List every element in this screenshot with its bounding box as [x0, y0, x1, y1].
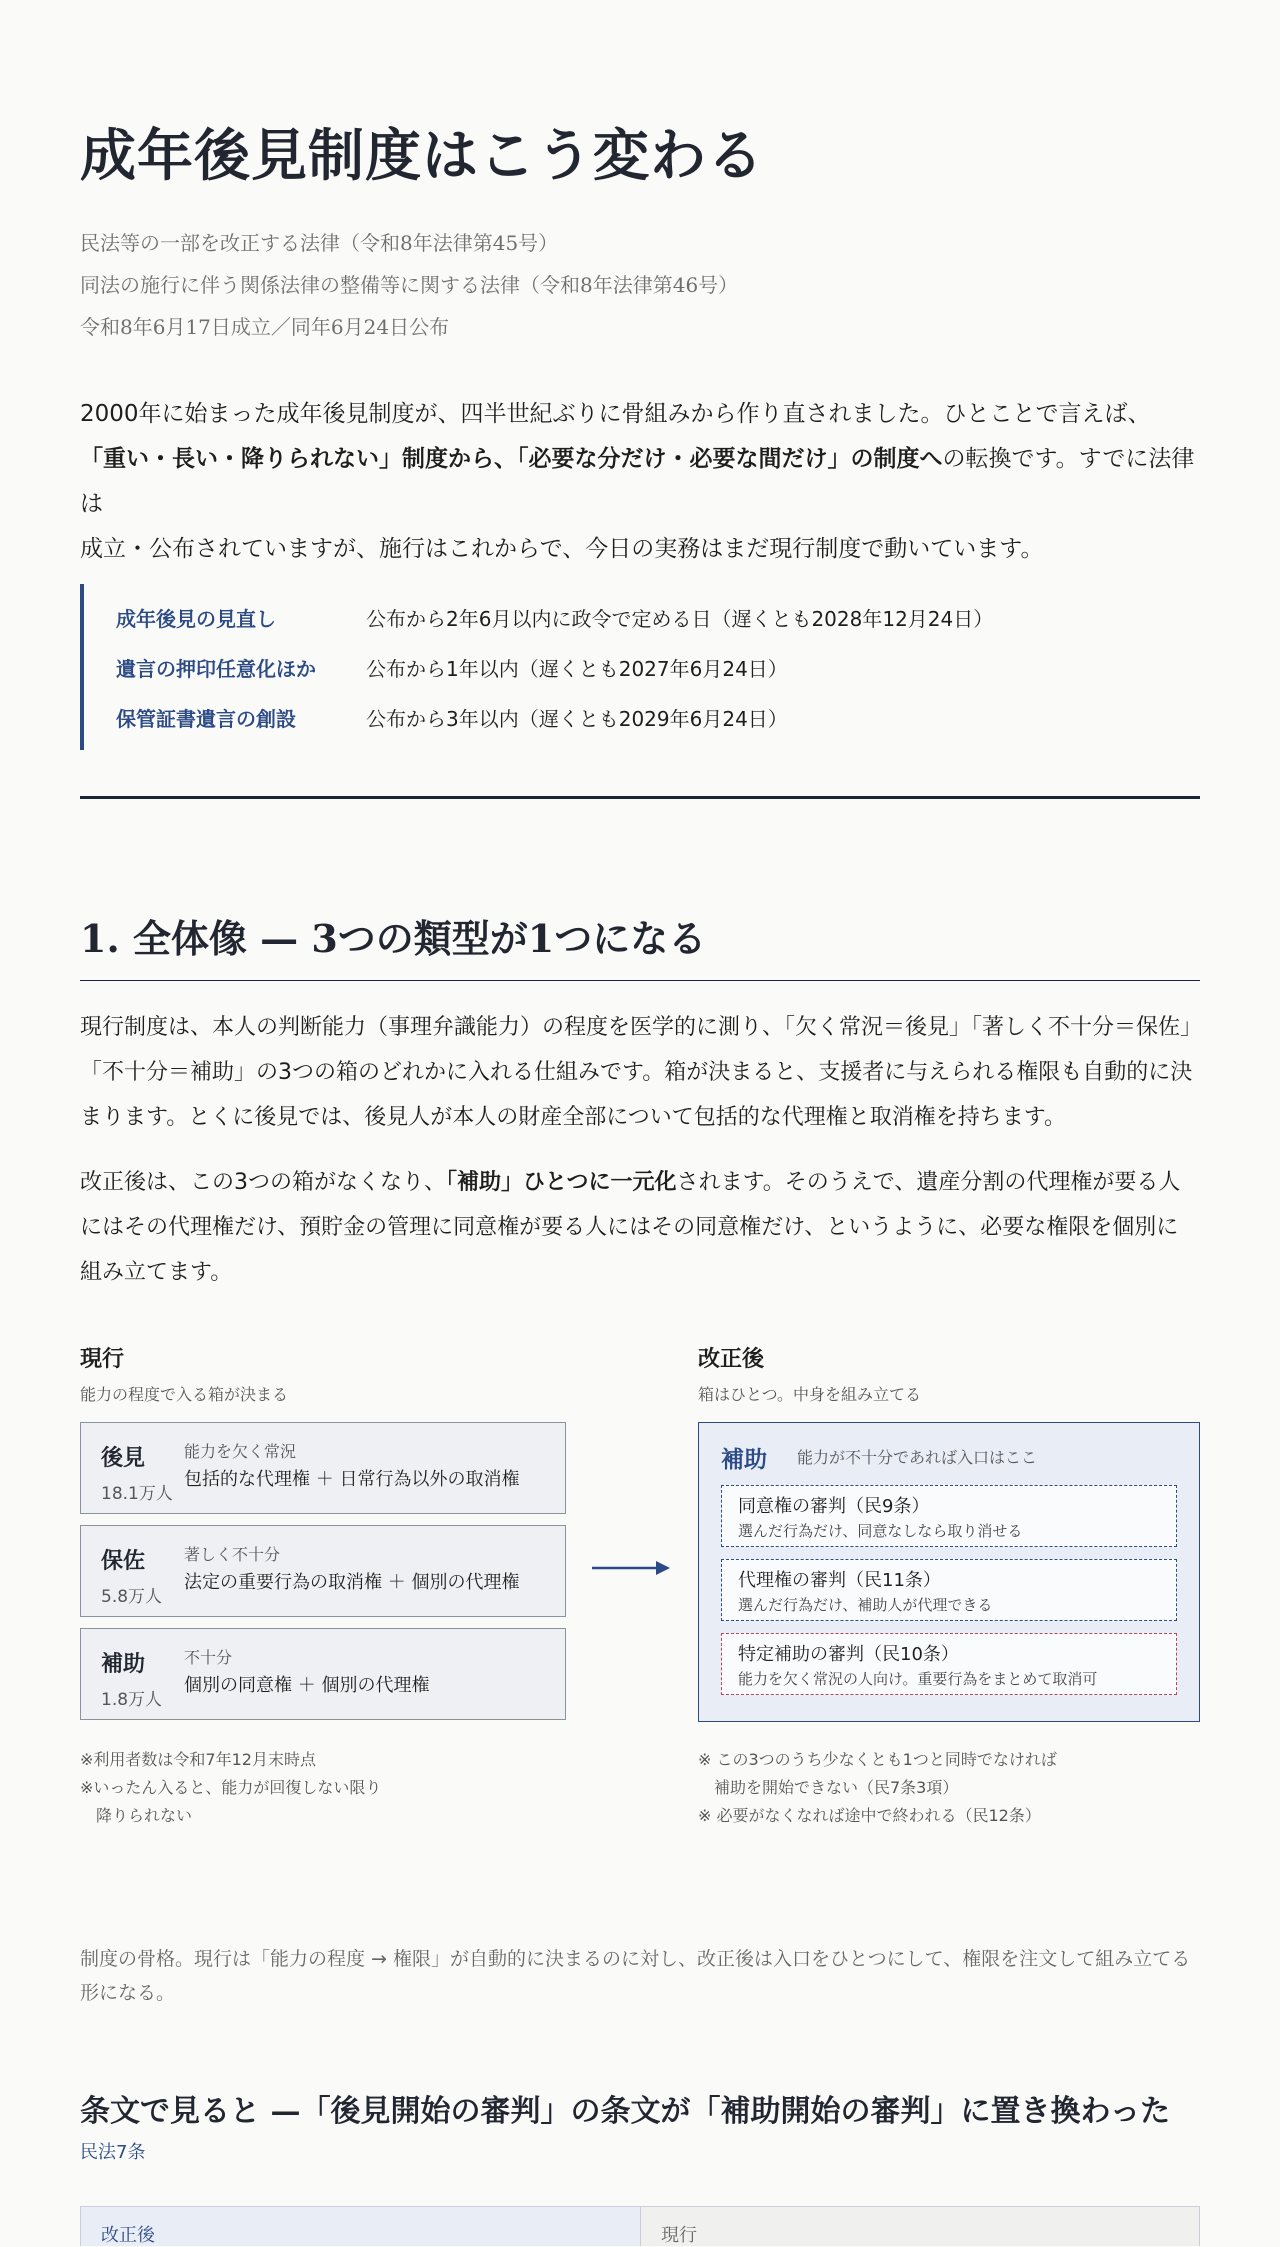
article-heading: 条文で見ると —「後見開始の審判」の条文が「補助開始の審判」に置き換わった	[80, 2094, 1171, 2129]
date-label: 保管証書遺言の創設	[116, 706, 296, 731]
diagram-caption: 制度の骨格。現行は「能力の程度 → 権限」が自動的に決まるのに対し、改正後は入口をひとつにして、権限を注文して組み立てる形になる。	[80, 1948, 1191, 2004]
category-caption: 能力を欠く常況	[184, 1442, 297, 1461]
lead-emphasis: 「重い・長い・降りられない」制度から、「必要な分だけ・必要な間だけ」の制度へ	[80, 446, 943, 472]
paragraph-text: されます。そのうえで、遺産分割の代理権が要る人にはその代理権だけ、預貯金の管理に同意権が要る人にはその同意権だけ、というように、必要な権限を個別に組み立てます。	[80, 1170, 1181, 1285]
category-caption: 著しく不十分	[184, 1545, 281, 1564]
sub-judgment-title: 特定補助の審判（民10条）	[738, 1644, 959, 1665]
revised-hojo-box	[698, 1422, 1200, 1722]
category-count: 5.8万人	[101, 1587, 163, 1607]
current-column-title: 現行	[80, 1346, 125, 1372]
law-date-line: 令和8年6月17日成立／同年6月24日公布	[80, 315, 450, 339]
paragraph-emphasis: 「補助」ひとつに一元化	[446, 1170, 677, 1195]
divider	[80, 796, 1200, 799]
date-label: 遺言の押印任意化ほか	[116, 656, 316, 681]
law-line: 民法等の一部を改正する法律（令和8年法律第45号）	[80, 231, 559, 255]
revised-box-caption: 能力が不十分であれば入口はここ	[797, 1448, 1038, 1467]
law-line: 同法の施行に伴う関係法律の整備等に関する法律（令和8年法律第46号）	[80, 273, 739, 297]
date-row	[116, 692, 1200, 742]
category-name: 後見	[101, 1445, 146, 1471]
sub-judgment-special	[721, 1633, 1177, 1695]
sub-judgment-title: 代理権の審判（民11条）	[738, 1570, 941, 1591]
revised-column-title: 改正後	[698, 1346, 765, 1372]
category-caption: 不十分	[184, 1648, 233, 1667]
revised-notes	[698, 1746, 1057, 1830]
note-line: ※利用者数は令和7年12月末時点	[80, 1750, 316, 1769]
category-box-kouken	[80, 1422, 566, 1514]
sub-judgment-title: 同意権の審判（民9条）	[738, 1496, 930, 1517]
category-powers: 包括的な代理権 ＋ 日常行為以外の取消権	[184, 1469, 520, 1490]
section-paragraph	[80, 1160, 1200, 1295]
effective-dates	[80, 584, 1200, 750]
category-powers: 法定の重要行為の取消権 ＋ 個別の代理権	[184, 1572, 520, 1593]
note-line: 降りられない	[80, 1806, 193, 1825]
category-powers: 個別の同意権 ＋ 個別の代理権	[184, 1675, 430, 1696]
section-paragraph: 現行制度は、本人の判断能力（事理弁識能力）の程度を医学的に測り、「欠く常況＝後見」「著しく不十分＝保佐」「不十分＝補助」の3つの箱のどれかに入れる仕組みです。箱が決まると、支援者に与えられる権限も自動的に決まります。とくに後見では、後見人が本人の財産全部について包括的な代理権と取消権を持ちます。	[80, 1015, 1193, 1130]
category-box-hosa	[80, 1525, 566, 1617]
category-count: 1.8万人	[101, 1690, 163, 1710]
note-line: ※ この3つのうち少なくとも1つと同時でなければ	[698, 1750, 1057, 1769]
lead-text: の転換です。すでに法律は	[80, 446, 1195, 517]
section-underline	[80, 980, 1200, 981]
date-value: 公布から1年以内（遅くとも2027年6月24日）	[366, 656, 788, 681]
category-name: 保佐	[101, 1548, 146, 1574]
sub-judgment-desc: 選んだ行為だけ、同意なしなら取り消せる	[738, 1522, 1023, 1540]
current-notes	[80, 1746, 381, 1830]
arrow-right-icon	[592, 1556, 672, 1580]
date-value: 公布から3年以内（遅くとも2029年6月24日）	[366, 706, 788, 731]
article-reference: 民法7条	[80, 2142, 146, 2163]
section-heading: 1. 全体像 — 3つの類型が1つになる	[80, 916, 707, 961]
lead-paragraph	[80, 392, 1200, 572]
category-count: 18.1万人	[101, 1484, 173, 1504]
current-column-subtitle: 能力の程度で入る箱が決まる	[80, 1385, 289, 1404]
category-box-hojo	[80, 1628, 566, 1720]
category-name: 補助	[101, 1651, 146, 1677]
date-row	[116, 592, 1200, 642]
sub-judgment-desc: 選んだ行為だけ、補助人が代理できる	[738, 1596, 993, 1614]
date-label: 成年後見の見直し	[116, 606, 276, 631]
table-header-current: 現行	[641, 2207, 1199, 2246]
sub-judgment-agency	[721, 1559, 1177, 1621]
table-header-revised: 改正後	[81, 2207, 641, 2246]
lead-text: 2000年に始まった成年後見制度が、四半世紀ぶりに骨組みから作り直されました。ひとことで言えば、	[80, 401, 1151, 427]
revised-column-subtitle: 箱はひとつ。中身を組み立てる	[698, 1385, 922, 1404]
lead-text: 成立・公布されていますが、施行はこれからで、今日の実務はまだ現行制度で動いています。	[80, 536, 1044, 562]
date-value: 公布から2年6月以内に政令で定める日（遅くとも2028年12月24日）	[366, 606, 994, 631]
comparison-table	[80, 2206, 1200, 2246]
law-list	[80, 222, 738, 348]
paragraph-text: 改正後は、この3つの箱がなくなり、	[80, 1170, 446, 1195]
sub-judgment-desc: 能力を欠く常況の人向け。重要行為をまとめて取消可	[738, 1670, 1098, 1688]
sub-judgment-consent	[721, 1485, 1177, 1547]
revised-box-name: 補助	[721, 1446, 767, 1473]
note-line: 補助を開始できない（民7条3項）	[698, 1778, 959, 1797]
note-line: ※いったん入ると、能力が回復しない限り	[80, 1778, 382, 1797]
page-title: 成年後見制度はこう変わる	[80, 123, 764, 189]
date-row	[116, 642, 1200, 692]
note-line: ※ 必要がなくなれば途中で終われる（民12条）	[698, 1806, 1041, 1825]
